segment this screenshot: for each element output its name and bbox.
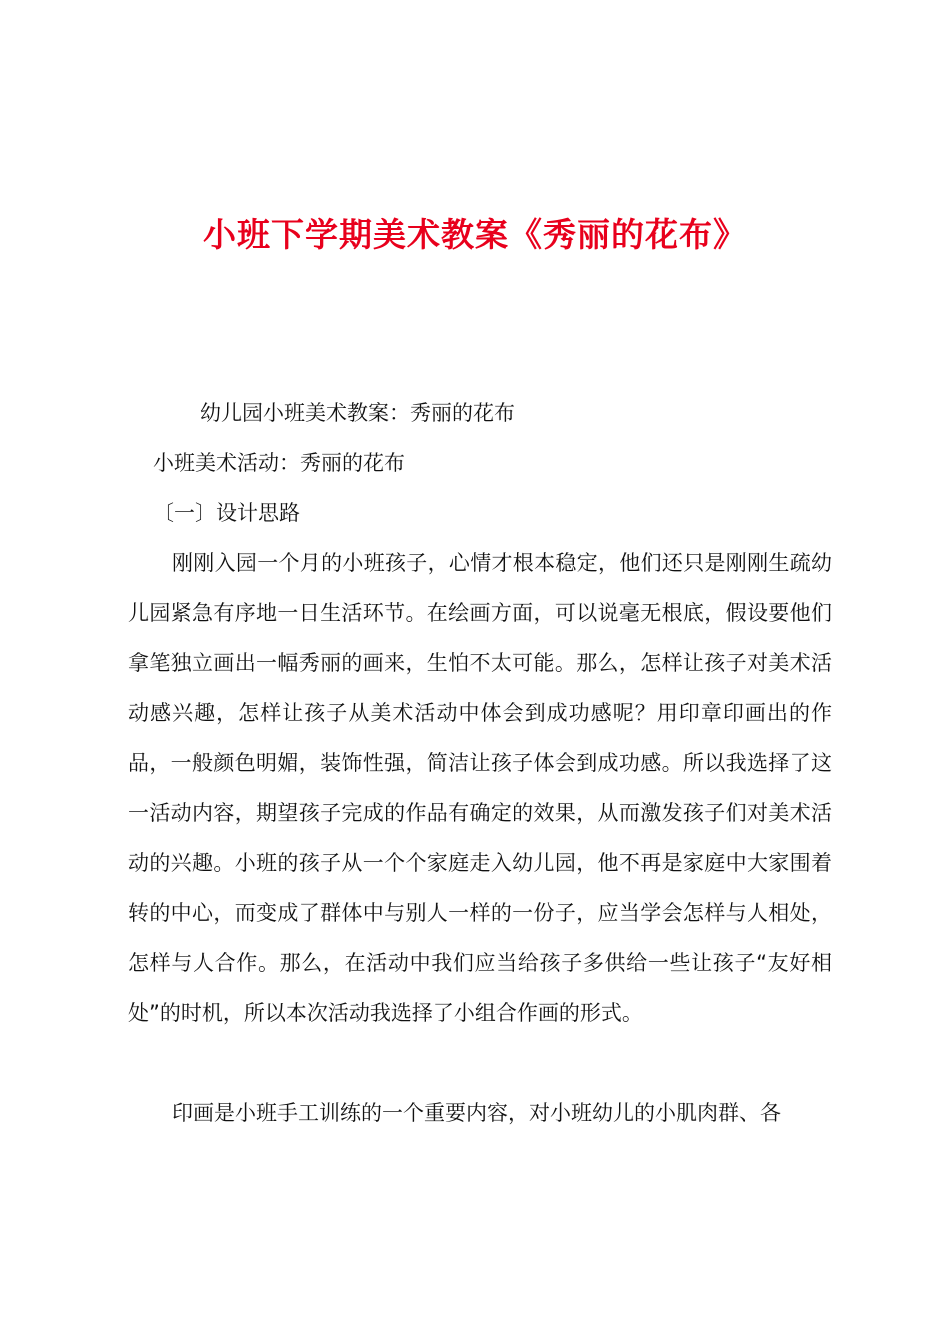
- subtitle-kindergarten-lesson: 幼儿园小班美术教案：秀丽的花布: [200, 401, 515, 425]
- body-paragraph: 刚刚入园一个月的小班孩子，心情才根本稳定，他们还只是刚刚生疏幼儿园紧急有序地一日生活环节。在绘画方面，可以说毫无根底，假设要他们拿笔独立画出一幅秀丽的画来，生怕不太可能。那么，怎样让孩子对美术活动感兴趣，怎样让孩子从美术活动中体会到成功感呢？用印章印画出的作品，一般颜色明媚，装饰性强，简洁让孩子体会到成功感。所以我选择了这一活动内容，期望孩子完成的作品有确定的效果，从而激发孩子们对美术活动的兴趣。小班的孩子从一个个家庭走入幼儿园，他不再是家庭中大家围着转的中心，而变成了群体中与别人一样的一份子，应当学会怎样与人相处，怎样与人合作。那么，在活动中我们应当给孩子多供给一些让孩子“友好相处”的时机，所以本次活动我选择了小组合作画的形式。: [128, 551, 832, 1025]
- section-heading-design-idea: 〔一〕设计思路: [153, 501, 300, 525]
- body-paragraph: 印画是小班手工训练的一个重要内容，对小班幼儿的小肌肉群、各: [172, 1101, 781, 1125]
- subtitle-activity: 小班美术活动：秀丽的花布: [153, 451, 405, 475]
- document-title: 小班下学期美术教案《秀丽的花布》: [203, 215, 747, 254]
